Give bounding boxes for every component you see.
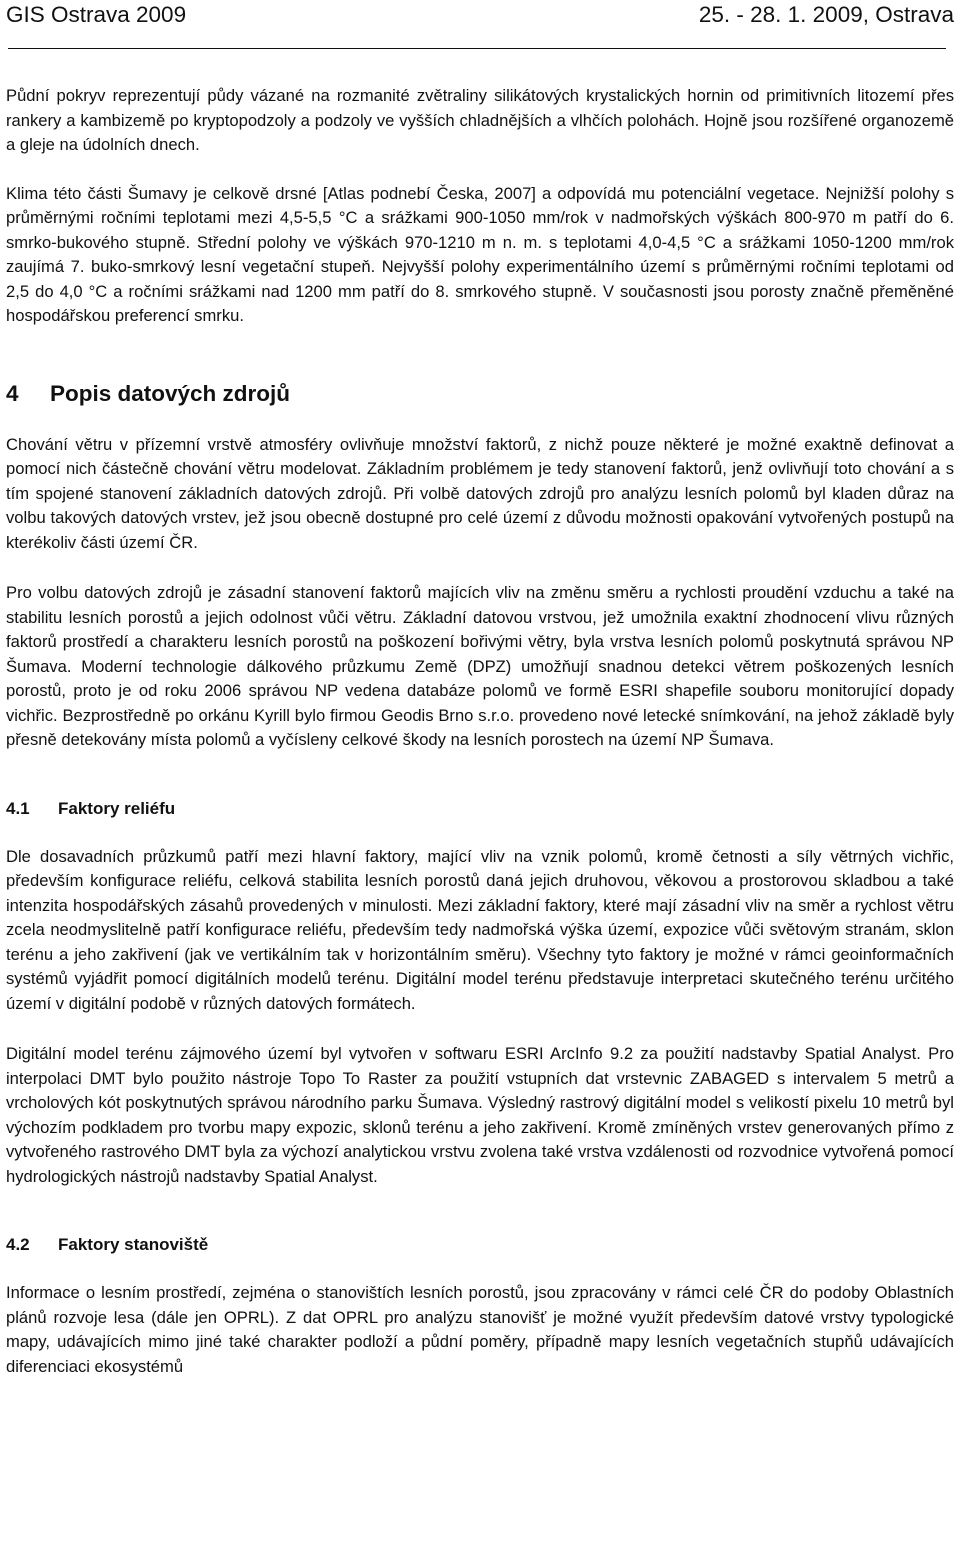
paragraph-relief-1: Dle dosavadních průzkumů patří mezi hlavní faktory, mající vliv na vznik polomů, kromě četnosti a síly větrných vichřic, především konfigurace reliéfu, celková stabilita lesních porostů daná jejich druhovou, věkovou a prostorovou skladbou a také intenzita hospodářských zásahů provedených v minulosti. Mezi základní faktory, které mají zásadní vliv na směr a rychlost větru zcela neodmyslitelně patří konfigurace reliéfu, především tedy nadmořská výška území, expozice vůči světovým stranám, sklon terénu a jeho zakřivení (jak ve vertikálním tak v horizontálním směru). Všechny tyto faktory je možné v rámci geoinformačních systémů vyjádřit pomocí digitálních modelů terénu. Digitální model terénu představuje interpretaci skutečného terénu určitého území v digitální podobě v různých datových formátech. bbox=[6, 846, 954, 1013]
header-rule bbox=[8, 48, 946, 49]
subsection-title: Faktory reliéfu bbox=[58, 798, 176, 818]
paragraph-site-1: Informace o lesním prostředí, zejména o stanovištích lesních porostů, jsou zpracovány v rámci celé ČR do podoby Oblastních plánů rozvoje lesa (dále jen OPRL). Z dat OPRL pro analýzu stanovišť je možné využít především datové vrstvy typologické mapy, udávajících mimo jiné také charakter podloží a půdní poměry, případně mapy lesních vegetačních stupňů udávajících diferenciaci ekosystémů bbox=[6, 1283, 954, 1376]
header-conference: GIS Ostrava 2009 bbox=[6, 2, 187, 27]
paragraph-climate: Klima této části Šumavy je celkově drsné [Atlas podnebí Česka, 2007] a odpovídá mu potenciální vegetace. Nejnižší polohy s průměrnými ročními teplotami mezi 4,5-5,5 °C a srážkami 900-1050 mm/rok v nadmořských výškách 800-970 m patří do 6. smrko-bukového stupně. Střední polohy ve výškách 970-1210 m n. m. s teplotami 4,0-4,5 °C a srážkami 1050-1200 mm/rok zaujímá 7. buko-smrkový lesní vegetační stupeň. Nejvyšší polohy experimentálního území s průměrnými ročními teplotami od 2,5 do 4,0 °C a ročními srážkami nad 1200 mm patří do 8. smrkového stupně. V současnosti jsou porosty značně přeměněné hospodářskou preferencí smrku. bbox=[6, 183, 954, 325]
header-date-place: 25. - 28. 1. 2009, Ostrava bbox=[698, 2, 954, 27]
subsection-number: 4.2 bbox=[6, 1235, 30, 1254]
subsection-title: Faktory stanoviště bbox=[58, 1235, 209, 1254]
subsection-heading bbox=[6, 797, 954, 821]
section-heading bbox=[6, 379, 954, 409]
section-title: Popis datových zdrojů bbox=[50, 380, 291, 406]
paragraph-data-sources-1: Chování větru v přízemní vrstvě atmosféry ovlivňuje množství faktorů, z nichž pouze některé je možné exaktně definovat a pomocí nich částečně chování větru modelovat. Základním problémem je tedy stanovení faktorů, jenž ovlivňují toto chování a s tím spojené stanovení základních datových zdrojů. Při volbě datových zdrojů pro analýzu lesních polomů byl kladen důraz na volbu takových datových vrstev, jež jsou obecně dostupné pro celé území z důvodu možnosti opakování vytvořených postupů na kterékoliv části území ČR. bbox=[6, 434, 954, 552]
subsection-heading bbox=[6, 1233, 954, 1257]
subsection-number: 4.1 bbox=[6, 798, 30, 818]
section-number: 4 bbox=[6, 380, 19, 406]
paragraph-relief-2: Digitální model terénu zájmového území byl vytvořen v softwaru ESRI ArcInfo 9.2 za použití nadstavby Spatial Analyst. Pro interpolaci DMT bylo použito nástroje Topo To Raster za použití vstupních dat vrstevnic ZABAGED s intervalem 5 metrů a vrcholových kót poskytnutých správou národního parku Šumava. Výsledný rastrový digitální model s velikostí pixelu 10 metrů byl výchozím podkladem pro tvorbu mapy expozic, sklonů terénu a jeho zakřivení. Kromě zmíněných vrstev generovaných přímo z vytvořeného rastrového DMT byla za výchozí analytickou vrstvu zvolena také vrstva vzdálenosti od rozvodnice vytvořená pomocí hydrologických nástrojů nadstavby Spatial Analyst. bbox=[6, 1044, 954, 1186]
paragraph-soil: Půdní pokryv reprezentují půdy vázané na rozmanité zvětraliny silikátových krystalických hornin od primitivních litozemí přes rankery a kambizemě po kryptopodzoly a podzoly ve vyšších chladnějších a vlhčích polohách. Hojně jsou rozšířené organozemě a gleje na údolních dnech. bbox=[6, 86, 954, 154]
paragraph-data-sources-2: Pro volbu datových zdrojů je zásadní stanovení faktorů majících vliv na změnu směru a rychlosti proudění vzduchu a také na stabilitu lesních porostů a jejich odolnost vůči větru. Základní datovou vrstvou, jež umožnila exaktní zhodnocení vlivu různých faktorů prostředí a charakteru lesních porostů na poškození bořivými větry, byla vrstva lesních polomů poskytnutá správou NP Šumava. Moderní technologie dálkového průzkumu Země (DPZ) umožňují snadnou detekci větrem poškozených lesních porostů, proto je od roku 2006 správou NP vedena databáze polomů ve formě ESRI shapefile souboru monitorující dopady vichřic. Bezprostředně po orkánu Kyrill bylo firmou Geodis Brno s.r.o. provedeno nové letecké snímkování, na jehož základě byly přesně detekovány místa polomů a vyčísleny celkové škody na lesních porostech na území NP Šumava. bbox=[6, 583, 954, 749]
running-header bbox=[6, 0, 954, 30]
body-content bbox=[6, 84, 954, 1379]
